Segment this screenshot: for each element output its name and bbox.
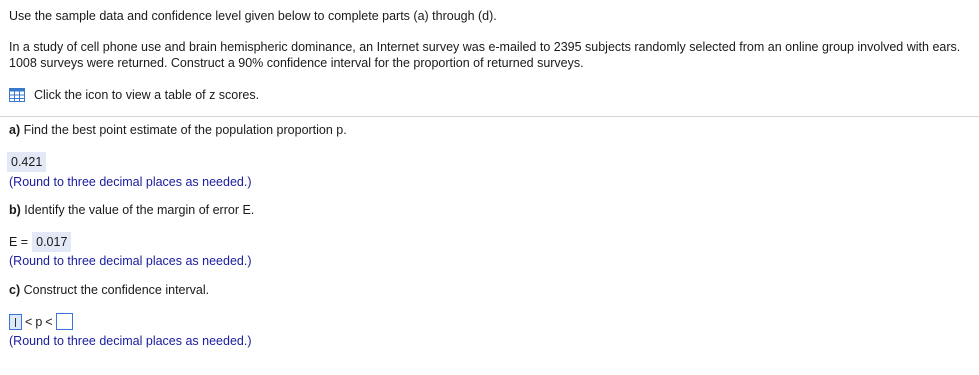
question-b-text: Identify the value of the margin of error E. — [24, 203, 255, 217]
question-c — [9, 283, 209, 297]
rounding-hint-c: (Round to three decimal places as needed.) — [9, 334, 252, 348]
question-a-text: Find the best point estimate of the population proportion p. — [23, 123, 347, 137]
question-b — [9, 203, 254, 217]
answer-c — [9, 313, 73, 330]
answer-b — [9, 232, 71, 252]
instructions: Use the sample data and confidence level given below to complete parts (a) through (d). — [9, 9, 497, 23]
answer-a — [7, 152, 46, 172]
less-than-1: < — [25, 314, 33, 329]
question-a — [9, 123, 347, 137]
less-than-2: < — [45, 314, 53, 329]
section-divider — [0, 116, 979, 117]
rounding-hint-a: (Round to three decimal places as needed.) — [9, 175, 252, 189]
problem-statement: In a study of cell phone use and brain hemispheric dominance, an Internet survey was e-mailed to 2395 subjects randomly selected from an online group involved with ears. 1008 surveys were returned. Construct a 90% confidence interval for the proportion of returned surveys. — [9, 40, 961, 70]
lower-bound-input[interactable] — [9, 314, 22, 330]
question-c-text: Construct the confidence interval. — [23, 283, 210, 297]
z-table-link[interactable] — [9, 88, 259, 102]
table-icon[interactable] — [9, 88, 25, 102]
answer-b-value: 0.017 — [32, 232, 71, 252]
z-table-label[interactable]: Click the icon to view a table of z scores. — [34, 88, 260, 102]
question-b-prefix: b) — [9, 203, 21, 217]
question-c-prefix: c) — [9, 283, 21, 297]
rounding-hint-b: (Round to three decimal places as needed.) — [9, 254, 252, 268]
upper-bound-input[interactable] — [56, 313, 73, 330]
margin-error-label: E = — [9, 235, 29, 249]
question-a-prefix: a) — [9, 123, 21, 137]
p-variable: p — [35, 314, 43, 329]
answer-a-value: 0.421 — [7, 152, 46, 172]
